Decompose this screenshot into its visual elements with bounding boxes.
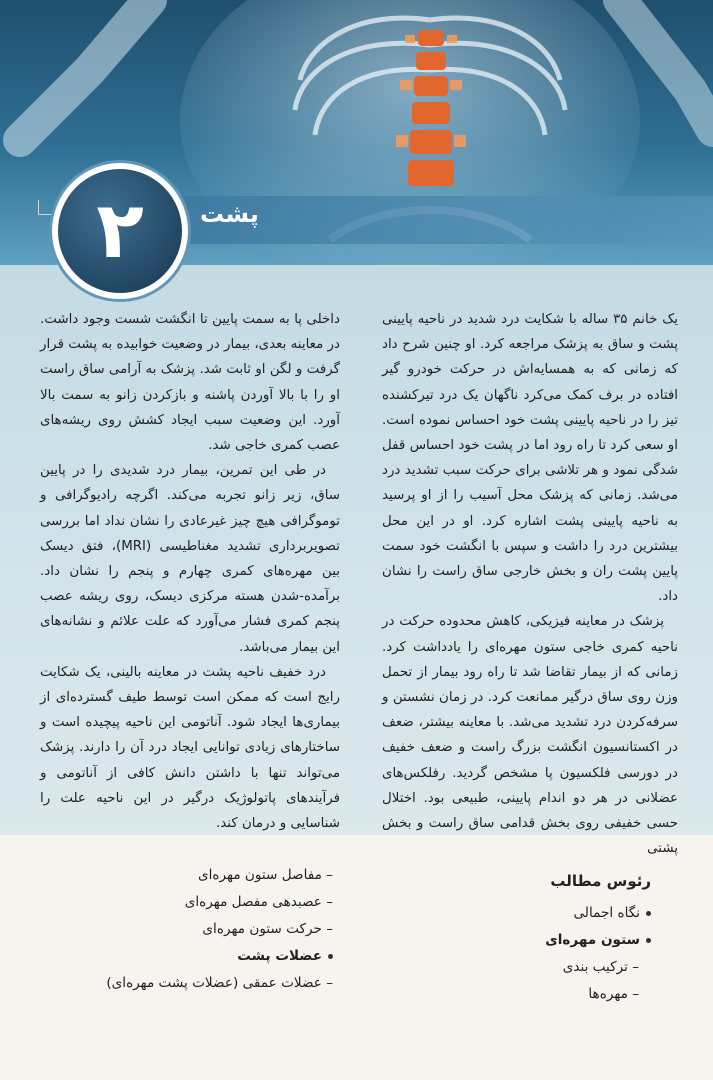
- paragraph: در طی این تمرین، بیمار درد شدیدی را در پایین ساق، زیر زانو تجربه می‌کند. اگرچه رادیوگرافی و توموگرافی هیچ چیز غیرعادی را نشان نداد اما بررسی تصویربرداری تشدید مغناطیسی (MRI)، فتق دیسک بین مهره‌های کمری چهارم و پنجم را نشان داد. برآمده-شدن هسته مرکزی دیسک، روی ریشه عصب پنجم کمری فشار می‌آورد که علت علائم و نشانه‌های این بیمار می‌باشد.: [40, 463, 340, 655]
- outline-column-left: [53, 862, 333, 997]
- outline-item: – مفاصل ستون مهره‌ای: [198, 867, 333, 883]
- paragraph: درد خفیف ناحیه پشت در معاینه بالینی، یک شکایت رایج است که ممکن است توسط طیف گسترده‌ای از بیماری‌ها ایجاد شود. آناتومی این ناحیه پیچیده است و ساختارهای زیادی توانایی ایجاد درد آن را دارند. پزشک می‌تواند تنها با داشتن دانش کافی از آناتومی و فرآیندهای پاتولوژیک درگیر در این ناحیه علت را شناسایی و درمان کند.: [40, 664, 340, 832]
- chapter-number-badge: [52, 163, 188, 299]
- outline-item: – حرکت ستون مهره‌ای: [202, 921, 333, 937]
- outline-item: – عضلات عمقی (عضلات پشت مهره‌ای): [106, 975, 333, 991]
- outline-item: عضلات پشت: [53, 943, 333, 970]
- paragraph: داخلی پا به سمت پایین تا انگشت شست وجود داشت. در معاینه بعدی، بیمار در وضعیت خوابیده به پشت قرار گرفت و لگن او ثابت شد. پزشک به آرامی ساق راست او را با بالا آوردن پاشنه و بازکردن زانو به سمت بالا آورد. این وضعیت سبب ایجاد کشش روی ریشه‌های عصب کمری خاجی شد.: [40, 312, 340, 454]
- paragraph: یک خانم ۳۵ ساله با شکایت درد شدید در ناحیه پایینی پشت و ساق به پزشک مراجعه کرد. او چنین شرح داد که زمانی که به همسایه‌اش در حرکت خودرو گیر افتاده در برف کمک می‌کرد ناگهان یک درد تیرکشنده تیز را در ناحیه پایینی پشت خود احساس نموده است. او سعی کرد تا راه رود اما در پشت خود احساس قفل شدگی نمود و هر تلاشی برای حرکت سبب تشدید درد می‌شد. زمانی که پزشک محل آسیب را از او پرسید به ناحیه پایینی پشت اشاره کرد. او در این محل بیشترین درد را داشت و سپس با انگشت خود سمت پایین پشت ران و بخش خارجی ساق راست را نشان داد.: [382, 312, 678, 605]
- decorative-bracket: [38, 200, 53, 215]
- outline-title: رئوس مطالب: [550, 872, 651, 890]
- chapter-number: ۲: [96, 186, 144, 276]
- outline-item: – ترکیب بندی: [562, 959, 639, 975]
- outline-item: نگاه اجمالی: [451, 900, 651, 927]
- text-column-right: [382, 307, 678, 861]
- chapter-outline: [0, 860, 713, 1080]
- outline-item: – مهره‌ها: [588, 986, 639, 1002]
- bullet-icon: [328, 954, 333, 959]
- chapter-title: پشت: [200, 200, 259, 228]
- outline-column-right: [451, 872, 651, 1008]
- outline-item: – عصبدهی مفصل مهره‌ای: [184, 894, 333, 910]
- bullet-icon: [646, 938, 651, 943]
- paragraph: پزشک در معاینه فیزیکی، کاهش محدوده حرکت در ناحیه کمری خاجی ستون مهره‌ای را یادداشت کرد. زمانی که از بیمار تقاضا شد تا راه رود بیمار از تحمل وزن روی ساق درگیر ممانعت کرد. در زمان نشستن و سرفه‌کردن درد تشدید می‌شد. با معاینه بیشتر، ضعف در اکستانسیون انگشت بزرگ راست و ضعف خفیف در دورسی فلکسیون پا مشخص گردید. رفلکس‌های عضلانی در هر دو اندام پایینی، طبیعی بود. اختلال حسی خفیفی روی بخش قدامی ساق راست و بخش پشتی: [382, 614, 678, 857]
- bullet-icon: [646, 911, 651, 916]
- outline-item: ستون مهره‌ای: [451, 927, 651, 954]
- text-column-left: [40, 307, 340, 836]
- case-study-panel: [0, 265, 713, 857]
